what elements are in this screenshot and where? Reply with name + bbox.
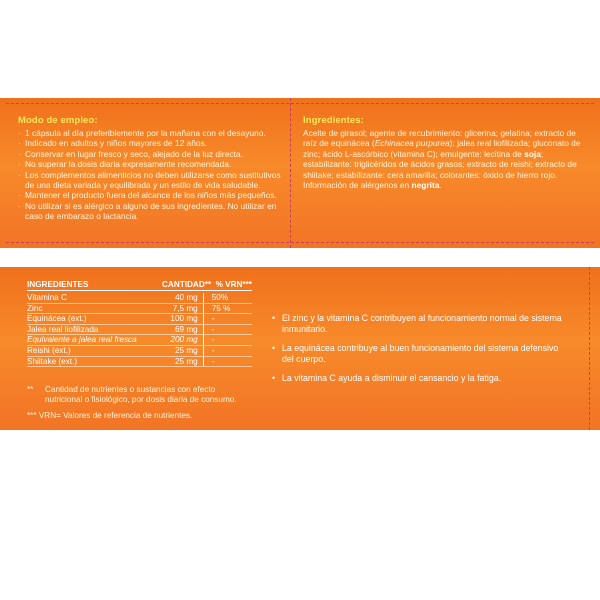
ingredientes-text-1: Aceite de girasol; agente de recubrimiento: glicerina; gelatina; extracto de raíz de equinácea ( — [303, 128, 576, 149]
row-vrn: - — [211, 335, 215, 345]
table-row — [27, 304, 252, 315]
row-name: Vitamina C — [27, 293, 67, 302]
ingredientes-title: Ingredientes: — [303, 115, 364, 126]
header-vrn: % VRN*** — [215, 280, 252, 289]
row-name: Shiitake (ext.) — [27, 356, 78, 366]
health-claims-list — [272, 313, 572, 392]
header-cantidad: CANTIDAD** — [162, 280, 212, 289]
header-ingredientes: INGREDIENTES — [27, 280, 89, 289]
ingredientes-italic: Echinacea purpurea — [374, 138, 450, 149]
table-header — [27, 277, 252, 291]
row-vrn: - — [211, 345, 215, 355]
list-item: · No utilizar si es alérgico a alguno de sus ingredientes. No utilizar en caso de embarazo o lactancia. — [18, 201, 286, 222]
row-qty: 100 mg — [159, 314, 203, 324]
list-item: · Los complementos alimenticios no deben utilizarse como sustitutivos de una dieta variada y equilibrada y un estilo de vida saludable. — [18, 170, 286, 191]
allergen-soja: soja — [524, 148, 541, 159]
row-name: Equinácea (ext.) — [27, 314, 87, 324]
list-item: · 1 cápsula al día preferiblemente por la mañana con el desayuno. — [18, 128, 286, 138]
ingredientes-text — [303, 128, 585, 190]
nutrition-panel — [0, 267, 600, 430]
dashed-fold-line — [290, 98, 291, 248]
list-item: · No superar la dosis diaria expresamente recomendada. — [18, 159, 286, 169]
footnote-1: Cantidad de nutrientes o sustancias con efecto nutricional o fisiológico, por dosis diaria de consumo. — [45, 385, 237, 404]
row-name: Zinc — [27, 303, 43, 313]
row-vrn: - — [211, 356, 215, 366]
table-row — [27, 346, 252, 357]
list-item: · Mantener el producto fuera del alcance de los niños más pequeños. — [18, 190, 286, 200]
table-row — [27, 325, 252, 336]
row-vrn: 75 % — [211, 303, 231, 313]
ingredientes-text-4: . — [439, 180, 442, 191]
list-item: • La equinácea contribuye al buen funcionamiento del sistema defensivo del cuerpo. — [272, 343, 572, 365]
footnote-2: *** VRN= Valores de referencia de nutrientes. — [27, 411, 193, 420]
row-qty: 200 mg — [159, 335, 203, 345]
table-row — [27, 314, 252, 325]
dashed-cut-line-bottom — [6, 242, 594, 243]
list-item: · Conservar en lugar fresco y seco, alejado de la luz directa. — [18, 149, 286, 159]
list-item: • El zinc y la vitamina C contribuyen al funcionamiento normal de sistema inmunitario. — [272, 313, 572, 335]
table-row — [27, 357, 252, 368]
row-vrn: 50% — [211, 293, 229, 302]
usage-ingredients-panel — [0, 98, 600, 248]
footnote-1-mark: ** — [27, 385, 34, 394]
row-vrn: - — [211, 314, 215, 324]
modo-empleo-title: Modo de empleo: — [18, 115, 98, 126]
list-item: · Indicado en adultos y niños mayores de 12 años. — [18, 138, 286, 148]
row-qty: 25 mg — [159, 357, 203, 367]
ingredientes-text-2: ); jalea real liofilizada; gluconato de zinc; ácido L-ascórbico (vitamina C); emulgente: lecitina de — [303, 138, 581, 159]
row-qty: 7,5 mg — [159, 304, 203, 314]
list-item: • La vitamina C ayuda a disminuir el cansancio y la fatiga. — [272, 373, 572, 384]
table-row — [27, 335, 252, 346]
dashed-cut-line-top — [6, 103, 594, 104]
row-name: Equivalente a jalea real fresca — [27, 335, 137, 345]
table-row — [27, 293, 252, 304]
row-qty: 25 mg — [159, 346, 203, 356]
row-qty: 69 mg — [159, 325, 203, 335]
row-qty: 40 mg — [159, 293, 203, 303]
row-vrn: - — [211, 324, 215, 334]
nutrition-table — [27, 277, 252, 367]
row-name: Jalea real liofilizada — [27, 324, 99, 334]
modo-empleo-list — [18, 128, 286, 222]
row-name: Reishi (ext.) — [27, 345, 71, 355]
allergen-note-bold: negrita — [411, 180, 440, 191]
dashed-edge-line — [589, 267, 590, 430]
ingredientes-text-3: ; estabilizante: triglicéridos de ácidos grasos; extracto de reishi; extracto de shiitake; estabilizante: cera amarilla; colorantes: óxido de hierro rojo. Información de alérgenos en — [303, 148, 577, 191]
